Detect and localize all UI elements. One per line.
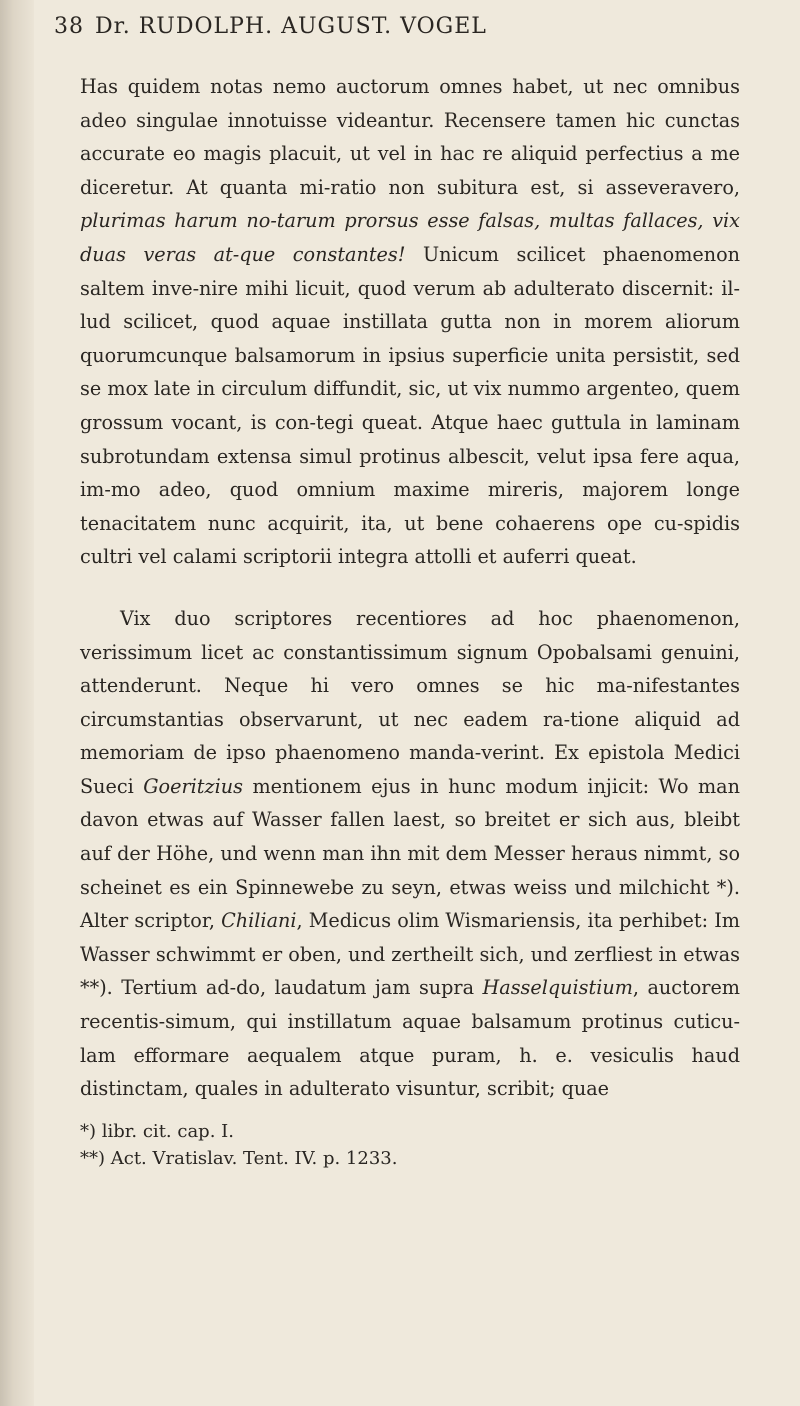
- running-head-title: Dr. RUDOLPH. AUGUST. VOGEL: [95, 14, 487, 39]
- author-name-goeritzius: Goeritzius: [143, 774, 243, 798]
- paragraph-2-text-a: Vix duo scriptores recentiores ad hoc phaenomenon, verissimum licet ac constantissimum signum Opobalsami genuini, attenderunt. Neque hi vero omnes se hic ma-nifestantes circumstantias observarunt, ut nec eadem ra-tione aliquid ad memoriam de ipso phaenomeno manda-verint. Ex epistola Medici Sueci: [80, 606, 740, 798]
- footnote-1: *) libr. cit. cap. I.: [80, 1120, 234, 1142]
- paragraph-1: [80, 70, 740, 574]
- paragraph-2: [80, 602, 740, 1106]
- paragraph-2-text-b: mentionem ejus in hunc modum injicit: Wo man davon etwas auf Wasser fallen laest, so breitet er sich aus, bleibt auf der Höhe, und wenn man ihn mit dem Messer heraus nimmt, so scheinet es ein Spinnewebe zu seyn, etwas weiss und milchicht *). Alter scriptor,: [80, 774, 740, 933]
- paragraph-1-text-a: Has quidem notas nemo auctorum omnes habet, ut nec omnibus adeo singulae innotuisse videantur. Recensere tamen hic cunctas accurate eo magis placuit, ut vel in hac re aliquid perfectius a me diceretur. At quanta mi-ratio non subitura est, si asseveravero,: [80, 75, 740, 199]
- footnote-2: **) Act. Vratislav. Tent. IV. p. 1233.: [80, 1147, 398, 1169]
- author-name-hasselquist: Hasselquistium: [482, 976, 633, 1000]
- page-number: 38: [54, 14, 84, 39]
- book-page: [54, 0, 741, 1172]
- running-head: [54, 14, 740, 54]
- footnotes: [80, 1118, 740, 1172]
- paragraph-2-text-d: , auctorem recentis-simum, qui instillatum aquae balsamum protinus cuticu-lam efformare aequalem atque puram, h. e. vesiculis haud distinctam, quales in adulterato visuntur, scribit; quae: [80, 976, 740, 1101]
- paragraph-1-text-b: Unicum scilicet phaenomenon saltem inve-nire mihi licuit, quod verum ab adulterato discernit: il-lud scilicet, quod aquae instillata gutta non in morem aliorum quorumcunque balsamorum in ipsius superficie unita persistit, sed se mox late in circulum diffundit, sic, ut vix nummo argenteo, quem grossum vocant, is con-tegi queat. Atque haec guttula in laminam subrotundam extensa simul protinus albescit, velut ipsa fere aqua, im-mo adeo, quod omnium maxime mireris, majorem longe tenacitatem nunc acquirit, ita, ut bene cohaerens ope cu-spidis cultri vel calami scriptorii integra attolli et auferri queat.: [80, 242, 741, 569]
- paragraph-1-emphasis: plurimas harum no-tarum prorsus esse falsas, multas fallaces, vix duas veras at-que constantes!: [80, 209, 740, 266]
- book-binding-shadow: [0, 0, 34, 1406]
- paragraph-2-text-c: , Medicus olim Wismariensis, ita perhibet: Im Wasser schwimmt er oben, und zertheilt sich, und zerfliest in etwas **). Tertium ad-do, laudatum jam supra: [80, 909, 740, 1000]
- author-name-chiliani: Chiliani: [221, 909, 297, 933]
